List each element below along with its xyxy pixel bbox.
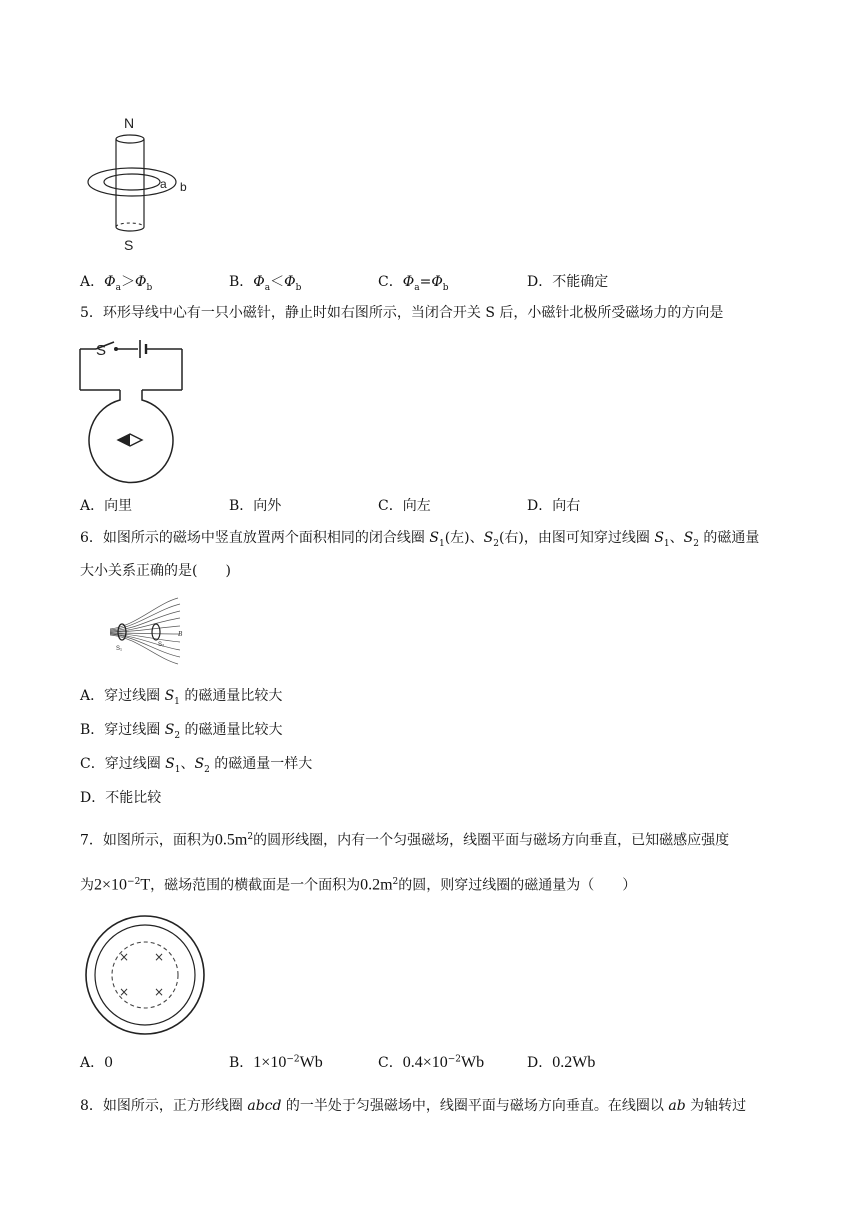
q5-option-b[interactable]: B．向外 <box>229 498 282 514</box>
q5-label-s: S <box>96 342 107 359</box>
q6-stem-line2: 大小关系正确的是( ) <box>80 563 231 579</box>
q5-option-d[interactable]: D．向右 <box>527 498 581 514</box>
q6-stem-line1: 6．如图所示的磁场中竖直放置两个面积相同的闭合线圈 $S_1$(左)、$S_2$(右)，由图可知穿过线圈 $S_1$、$S_2$ 的磁通量 <box>80 530 760 549</box>
q7-option-a[interactable]: A．0 <box>80 1055 114 1071</box>
q7-stem-line2: 为$2\times 10^{-2}T$，磁场范围的横截面是一个面积为$0.2m^2$的圆，则穿过线圈的磁通量为（ ） <box>80 876 637 894</box>
q6-option-c[interactable]: C．穿过线圈 $S_1$、$S_2$ 的磁通量一样大 <box>80 756 313 775</box>
q6-field-figure <box>106 596 188 668</box>
q7-option-c[interactable]: C．$0.4\times 10^{-2}Wb$ <box>378 1054 485 1071</box>
q4-label-n: N <box>124 115 135 131</box>
q6-label-s1: S₁ <box>116 646 123 652</box>
q4-label-b: b <box>180 180 187 194</box>
q4-option-d[interactable]: D．不能确定 <box>527 274 609 290</box>
q7-stem-line1: 7．如图所示，面积为$0.5m^2$的圆形线圈，内有一个匀强磁场，线圈平面与磁场方向垂直，已知磁感应强度 <box>80 831 730 849</box>
q7-cross-3: × <box>119 985 130 999</box>
q6-option-a[interactable]: A．穿过线圈 $S_1$ 的磁通量比较大 <box>80 688 283 707</box>
q7-options <box>80 1052 800 1072</box>
q7-option-b[interactable]: B．$1\times 10^{-2}Wb$ <box>229 1054 323 1071</box>
q5-options <box>80 495 800 515</box>
q4-options <box>80 271 800 291</box>
q5-option-a[interactable]: A．向里 <box>80 498 133 514</box>
q6-option-b[interactable]: B．穿过线圈 $S_2$ 的磁通量比较大 <box>80 722 283 741</box>
q6-option-d[interactable]: D．不能比较 <box>80 790 162 806</box>
q4-option-b[interactable]: B．$\Phi_a<\Phi_b$ <box>229 274 302 293</box>
q7-cross-1: × <box>119 950 130 964</box>
q5-option-c[interactable]: C．向左 <box>378 498 431 514</box>
q4-label-a: a <box>160 177 167 191</box>
q7-coil-figure <box>82 912 208 1038</box>
q7-option-d[interactable]: D．0.2Wb <box>527 1054 596 1071</box>
q4-label-s: S <box>124 237 134 253</box>
q4-magnet-figure <box>82 112 202 257</box>
q7-cross-4: × <box>154 985 165 999</box>
q8-stem: 8．如图所示，正方形线圈 abcd 的一半处于匀强磁场中，线圈平面与磁场方向垂直。在线圈以 ab 为轴转过 <box>80 1098 747 1114</box>
q4-option-c[interactable]: C．$\Phi_a=\Phi_b$ <box>378 274 449 293</box>
q6-label-s2: S₂ <box>158 642 165 648</box>
q5-circuit-figure <box>78 334 188 489</box>
q4-option-a[interactable]: A．$\Phi_a>\Phi_b$ <box>80 274 153 293</box>
q5-stem: 5．环形导线中心有一只小磁针，静止时如右图所示，当闭合开关 S 后，小磁针北极所受磁场力的方向是 <box>80 305 724 321</box>
q6-label-b: B <box>178 630 183 638</box>
q7-cross-2: × <box>154 950 165 964</box>
